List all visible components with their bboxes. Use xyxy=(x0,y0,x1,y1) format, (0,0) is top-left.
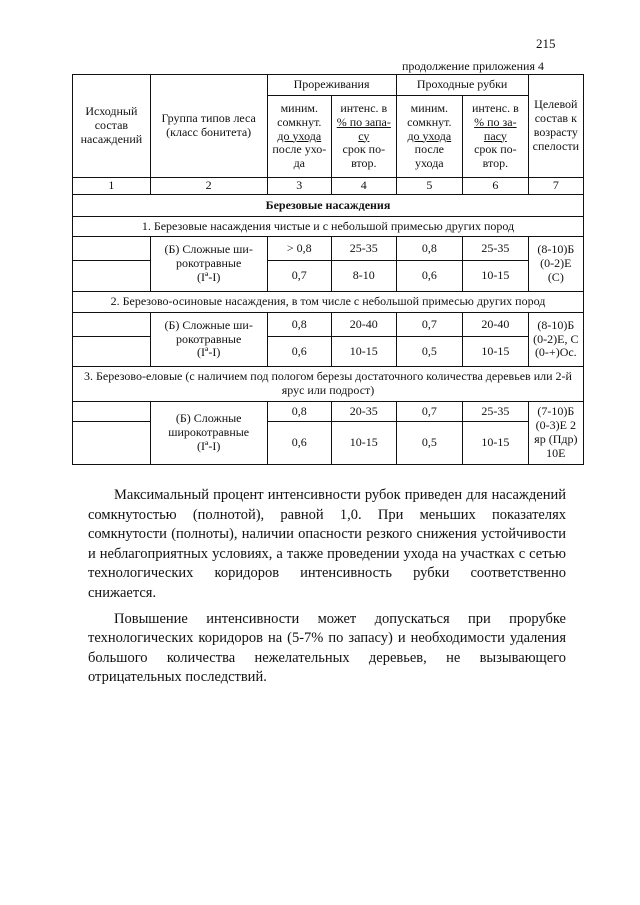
value-cell: 10-15 xyxy=(463,422,529,465)
header-original-composition: Исходный состав насаждений xyxy=(73,75,151,178)
header-target-composition: Целевой состав к возрасту спелости xyxy=(528,75,583,178)
value-cell: 0,7 xyxy=(396,402,463,422)
empty-cell xyxy=(73,337,151,367)
value-cell: 0,5 xyxy=(396,337,463,367)
section-title: 3. Березово-еловые (с наличием под пологом березы достаточного количества деревьев или 2-й ярус или подрост) xyxy=(73,367,584,402)
forest-type-cell: (Б) Сложные ши- рокотравные (Iª-I) xyxy=(150,237,267,292)
value-cell: 0,8 xyxy=(267,402,332,422)
empty-cell xyxy=(73,313,151,337)
table-row xyxy=(73,337,584,367)
forest-type-cell: (Б) Сложные широкотравные (Iª-I) xyxy=(150,402,267,465)
value-cell: 20-35 xyxy=(332,402,397,422)
table-row xyxy=(73,237,584,261)
paragraph: Максимальный процент интенсивности рубок приведен для насаждений сомкнутостью (полнотой), равной 1,0. При меньших показателях сомкнутости (полноты), наличии опасности резкого снижения устойчивости и неблагоприятных условиях, а также проведении ухода на участках с сетью технологических коридоров интенсивность рубки соответственно снижается. xyxy=(88,487,566,601)
target-composition-cell: (8-10)Б (0-2)Е, С (0-+)Ос. xyxy=(528,313,583,367)
header-passage-cutting: Проходные рубки xyxy=(396,75,528,96)
col-num: 7 xyxy=(528,178,583,195)
col-num: 1 xyxy=(73,178,151,195)
value-cell: 0,6 xyxy=(267,422,332,465)
section-title: 1. Березовые насаждения чистые и с небольшой примесью других пород xyxy=(73,217,584,237)
page-number: 215 xyxy=(536,36,556,51)
col-num: 4 xyxy=(332,178,397,195)
value-cell: 10-15 xyxy=(332,422,397,465)
target-composition-cell: (7-10)Б (0-3)Е 2 яр (Пдр) 10Е xyxy=(528,402,583,465)
value-cell: 0,5 xyxy=(396,422,463,465)
header-intensity-passage: интенс. в % по за- пасу срок по- втор. xyxy=(463,96,529,178)
value-cell: 0,7 xyxy=(396,313,463,337)
forestry-table xyxy=(72,74,584,465)
value-cell: 0,8 xyxy=(267,313,332,337)
header-min-density-passage: миним. сомкнут. до ухода после ухода xyxy=(396,96,463,178)
value-cell: 0,7 xyxy=(267,261,332,292)
value-cell: 20-40 xyxy=(463,313,529,337)
continuation-label: продолжение приложения 4 xyxy=(402,59,544,73)
table-row xyxy=(73,422,584,465)
empty-cell xyxy=(73,422,151,465)
value-cell: 20-40 xyxy=(332,313,397,337)
value-cell: > 0,8 xyxy=(267,237,332,261)
header-forest-type-group: Группа типов леса (класс бонитета) xyxy=(150,75,267,178)
forest-type-cell: (Б) Сложные ши- рокотравные (Iª-I) xyxy=(150,313,267,367)
section-title: 2. Березово-осиновые насаждения, в том числе с небольшой примесью других пород xyxy=(73,292,584,313)
col-num: 2 xyxy=(150,178,267,195)
body-text xyxy=(88,486,566,694)
table-row xyxy=(73,261,584,292)
target-composition-cell: (8-10)Б (0-2)Е (С) xyxy=(528,237,583,292)
value-cell: 0,6 xyxy=(267,337,332,367)
column-numbers-row xyxy=(73,178,584,195)
col-num: 5 xyxy=(396,178,463,195)
table-row xyxy=(73,402,584,422)
header-thinning: Прореживания xyxy=(267,75,396,96)
value-cell: 25-35 xyxy=(463,237,529,261)
value-cell: 10-15 xyxy=(463,337,529,367)
value-cell: 25-35 xyxy=(332,237,397,261)
header-min-density-thinning: миним. сомкнут. до ухода после ухо- да xyxy=(267,96,332,178)
empty-cell xyxy=(73,237,151,261)
empty-cell xyxy=(73,402,151,422)
value-cell: 10-15 xyxy=(463,261,529,292)
empty-cell xyxy=(73,261,151,292)
value-cell: 10-15 xyxy=(332,337,397,367)
table-title: Березовые насаждения xyxy=(73,195,584,217)
value-cell: 8-10 xyxy=(332,261,397,292)
value-cell: 0,8 xyxy=(396,237,463,261)
value-cell: 0,6 xyxy=(396,261,463,292)
value-cell: 25-35 xyxy=(463,402,529,422)
paragraph: Повышение интенсивности может допускаться при прорубке технологических коридоров на (5-7% по запасу) и необходимости удаления большого количества нежелательных деревьев, не вызывающего отрицательных последствий. xyxy=(88,610,566,686)
table-row xyxy=(73,313,584,337)
col-num: 3 xyxy=(267,178,332,195)
header-intensity-thinning: интенс. в % по запа- су срок по- втор. xyxy=(332,96,397,178)
col-num: 6 xyxy=(463,178,529,195)
